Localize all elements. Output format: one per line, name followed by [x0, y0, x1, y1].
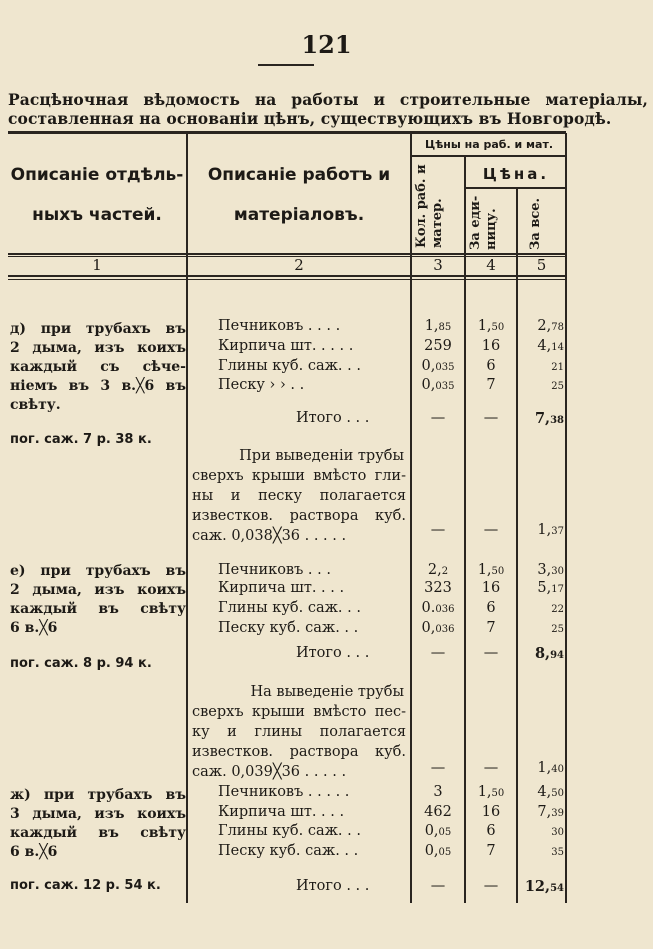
row-unit [466, 562, 516, 578]
note-line: саж. 0,038╳36 . . . . . [192, 528, 347, 544]
row-qty [412, 562, 464, 578]
itogo-label: Итого . . . [296, 878, 370, 894]
note-line: саж. 0,039╳36 . . . . . [192, 764, 347, 780]
row-total-sub: 17 [551, 584, 564, 595]
itogo-label: Итого . . . [296, 410, 370, 426]
prices-group-rule [410, 155, 566, 157]
row-item: Печниковъ . . . [218, 562, 331, 578]
row-total-sub: 50 [551, 788, 564, 799]
row-total [518, 338, 564, 354]
row-total-main: 4, [537, 784, 552, 800]
row-total-sub: 25 [551, 624, 564, 635]
itogo-total [518, 410, 564, 427]
note-total-main: 1, [537, 522, 552, 538]
section-measure: пог. саж. 8 р. 94 к. [10, 656, 152, 671]
title-line-2: составленная на основаніи цѣнъ, существующихъ въ Новгородѣ. [8, 109, 612, 128]
numbers-bottom-rule-2 [8, 279, 566, 280]
row-unit [466, 377, 516, 393]
page-number: 121 [301, 30, 352, 59]
section-desc-line: 3 дыма, изъ коихъ [10, 806, 186, 822]
note-total [518, 760, 564, 776]
row-qty-main: 0, [421, 358, 436, 374]
row-qty-main: 2, [427, 562, 442, 578]
section-note [192, 446, 406, 546]
row-item: Песку куб. саж. . . [218, 620, 359, 636]
itogo-qty: — [430, 878, 446, 894]
itogo-total-main: 12, [524, 878, 551, 895]
section-measure: пог. саж. 7 р. 38 к. [10, 432, 152, 447]
note-total-sub: 37 [551, 526, 564, 537]
row-total [518, 804, 564, 820]
row-unit-sub: 50 [491, 322, 505, 333]
row-unit-main: 16 [481, 804, 501, 820]
header-col1-line2: ныхъ частей. [32, 205, 162, 225]
row-qty-main: 0, [424, 843, 439, 859]
row-qty-sub: 035 [435, 362, 455, 373]
row-qty [412, 338, 464, 354]
section-desc-line: 2 дыма, изъ коихъ [10, 340, 186, 356]
row-unit-main: 7 [486, 843, 496, 859]
row-qty-main: 0. [421, 600, 436, 616]
row-total-sub: 25 [551, 381, 564, 392]
row-qty [412, 318, 464, 334]
row-qty [412, 843, 464, 859]
section-desc-line: д) при трубахъ въ [10, 321, 186, 337]
col-number-2: 2 [294, 256, 304, 274]
row-qty [412, 377, 464, 393]
note-qty: — [430, 760, 446, 776]
row-total-sub: 35 [551, 847, 564, 858]
section-desc-line: ніемъ въ 3 в.╳6 въ [10, 378, 186, 394]
row-qty-main: 0, [421, 377, 436, 393]
row-item: Печниковъ . . . . . [218, 784, 350, 800]
note-total-main: 1, [537, 760, 552, 776]
note-line: известков. раствора куб. [192, 744, 406, 760]
row-total-main: 2, [537, 318, 552, 334]
itogo-qty: — [430, 410, 446, 426]
header-col2 [188, 155, 410, 235]
page-number-rule [258, 64, 314, 66]
numbers-bottom-rule [8, 275, 566, 277]
itogo-qty: — [430, 645, 446, 661]
header-col1 [8, 155, 186, 235]
row-total [518, 620, 564, 636]
header-col3: Кол. раб. и матер. [414, 164, 445, 248]
section-desc-line: свѣту. [10, 397, 61, 413]
row-qty-main: 323 [424, 580, 452, 596]
row-total-sub: 30 [551, 827, 564, 838]
itogo-total [518, 878, 564, 895]
row-item: Глины куб. саж. . . [218, 823, 361, 839]
row-total-sub: 22 [551, 604, 564, 615]
row-qty-sub: 05 [438, 847, 452, 858]
row-total [518, 562, 564, 578]
col-number-5: 5 [536, 256, 547, 274]
itogo-total [518, 645, 564, 662]
row-unit-main: 16 [481, 338, 501, 354]
row-total-main: 5, [537, 580, 552, 596]
section-desc-line: 6 в.╳6 [10, 620, 58, 636]
note-line: сверхъ крыши вмѣсто гли- [192, 468, 406, 484]
header-prices-group: Цѣны на раб. и мат. [424, 138, 554, 151]
row-qty-sub: 036 [435, 604, 455, 615]
row-qty [412, 358, 464, 374]
note-total [518, 522, 564, 538]
note-total-sub: 40 [551, 764, 564, 775]
row-total-sub: 21 [551, 362, 564, 373]
itogo-unit: — [483, 645, 499, 661]
row-qty [412, 600, 464, 616]
header-bottom-rule [8, 253, 566, 255]
row-qty [412, 580, 464, 596]
section-desc-line: каждый въ свѣту [10, 601, 186, 617]
note-unit: — [483, 522, 499, 538]
row-unit [466, 600, 516, 616]
row-item: Кирпича шт. . . . [218, 580, 345, 596]
row-qty [412, 804, 464, 820]
row-unit-main: 6 [486, 600, 496, 616]
note-line: ку и глины полагается [192, 724, 406, 740]
col-divider-1 [186, 133, 188, 903]
row-total-main: 7, [537, 804, 552, 820]
row-qty [412, 784, 464, 800]
row-item: Глины куб. саж. . . [218, 358, 361, 374]
itogo-total-sub: 94 [550, 650, 564, 661]
row-qty-main: 3 [433, 784, 443, 800]
row-item: Кирпича шт. . . . . [218, 338, 354, 354]
header-col2-line1: Описаніе работъ и [207, 165, 391, 185]
row-unit [466, 804, 516, 820]
row-unit-main: 16 [481, 580, 501, 596]
row-total [518, 600, 564, 616]
col-number-1: 1 [92, 256, 102, 274]
row-qty-main: 0, [421, 620, 436, 636]
row-total-sub: 39 [551, 808, 564, 819]
row-total [518, 784, 564, 800]
itogo-label: Итого . . . [296, 645, 370, 661]
row-unit-main: 7 [486, 620, 496, 636]
row-total-main: 3, [537, 562, 552, 578]
note-line: сверхъ крыши вмѣсто пес- [192, 704, 406, 720]
row-total [518, 358, 564, 374]
row-qty [412, 823, 464, 839]
note-line: На выведеніе трубы [250, 684, 404, 700]
row-qty-main: 259 [424, 338, 452, 354]
header-col2-line2: матеріаловъ. [233, 205, 365, 225]
row-total-sub: 78 [551, 322, 564, 333]
row-total [518, 377, 564, 393]
row-unit-sub: 50 [491, 566, 505, 577]
row-total [518, 580, 564, 596]
row-item: Печниковъ . . . . [218, 318, 341, 334]
header-price-group: Цѣна. [482, 165, 550, 183]
row-unit-main: 6 [486, 823, 496, 839]
title-line-1: Расцѣночная вѣдомость на работы и строительные матеріалы, [8, 90, 648, 109]
document-title [8, 90, 648, 128]
row-unit [466, 843, 516, 859]
row-qty-sub: 036 [435, 624, 455, 635]
row-item: Глины куб. саж. . . [218, 600, 361, 616]
row-qty-main: 1, [424, 318, 439, 334]
row-total-sub: 30 [551, 566, 564, 577]
row-unit-main: 6 [486, 358, 496, 374]
row-qty-sub: 05 [438, 827, 452, 838]
table-top-rule [8, 131, 566, 134]
price-group-rule [464, 187, 566, 189]
row-item: Песку › › . . [218, 377, 305, 393]
row-unit [466, 823, 516, 839]
table-right-edge [565, 133, 567, 903]
row-total [518, 823, 564, 839]
row-qty-sub: 85 [438, 322, 452, 333]
note-unit: — [483, 760, 499, 776]
row-unit-main: 1, [477, 784, 492, 800]
note-qty: — [430, 522, 446, 538]
row-unit-main: 7 [486, 377, 496, 393]
row-unit [466, 784, 516, 800]
row-unit [466, 318, 516, 334]
row-qty [412, 620, 464, 636]
header-col5: За все. [528, 197, 543, 250]
itogo-total-sub: 54 [550, 883, 564, 894]
note-line: При выведеніи трубы [239, 448, 404, 464]
row-unit-sub: 50 [491, 788, 505, 799]
itogo-total-sub: 38 [550, 415, 564, 426]
itogo-unit: — [483, 878, 499, 894]
row-qty-main: 0, [424, 823, 439, 839]
itogo-total-main: 7, [534, 410, 551, 427]
note-line: известков. раствора куб. [192, 508, 406, 524]
section-desc-line: 6 в.╳6 [10, 844, 58, 860]
section-measure: пог. саж. 12 р. 54 к. [10, 878, 161, 893]
header-col1-line1: Описаніе отдѣль- [10, 165, 184, 185]
itogo-total-main: 8, [534, 645, 551, 662]
header-col4: За еди-ницу. [468, 195, 499, 250]
row-total [518, 843, 564, 859]
note-line: ны и песку полагается [192, 488, 406, 504]
section-desc-line: 2 дыма, изъ коихъ [10, 582, 186, 598]
row-item: Кирпича шт. . . . [218, 804, 345, 820]
row-qty-main: 462 [424, 804, 452, 820]
row-unit [466, 580, 516, 596]
col-number-4: 4 [486, 256, 496, 274]
row-unit [466, 358, 516, 374]
col-number-3: 3 [433, 256, 443, 274]
row-total-sub: 14 [551, 342, 564, 353]
row-unit-main: 1, [477, 318, 492, 334]
section-desc-line: каждый съ сѣче- [10, 359, 186, 375]
section-desc-line: ж) при трубахъ въ [10, 787, 186, 803]
row-unit [466, 620, 516, 636]
row-qty-sub: 2 [441, 566, 449, 577]
row-total-main: 4, [537, 338, 552, 354]
row-total [518, 318, 564, 334]
section-note [192, 682, 406, 782]
itogo-unit: — [483, 410, 499, 426]
row-unit-main: 1, [477, 562, 492, 578]
section-desc-line: е) при трубахъ въ [10, 563, 186, 579]
row-qty-sub: 035 [435, 381, 455, 392]
row-item: Песку куб. саж. . . [218, 843, 359, 859]
row-unit [466, 338, 516, 354]
section-desc-line: каждый въ свѣту [10, 825, 186, 841]
